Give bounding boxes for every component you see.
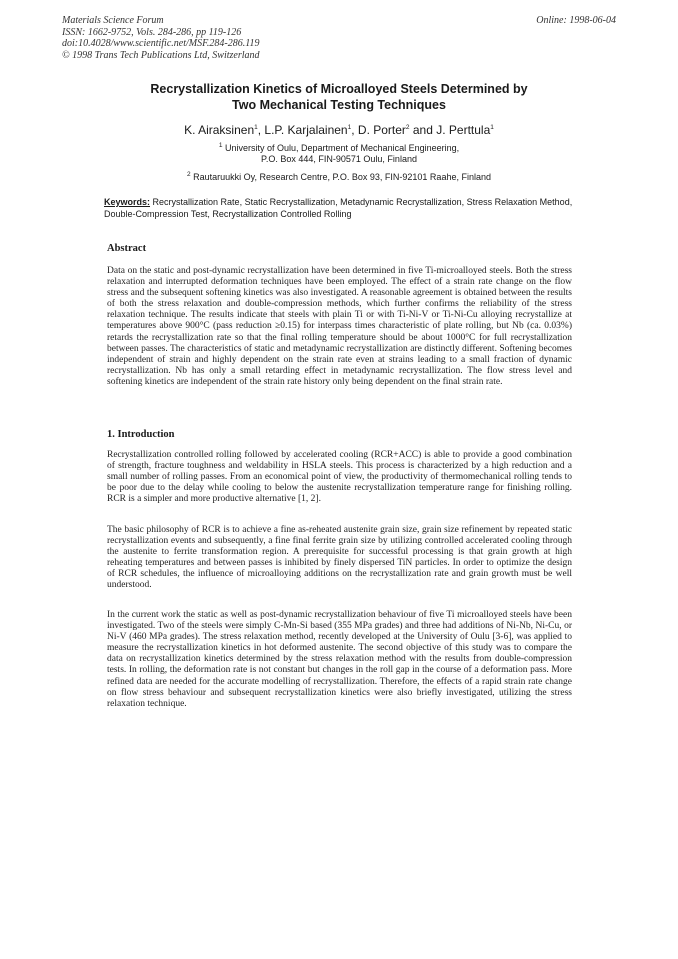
author-separator: , bbox=[351, 123, 358, 137]
online-date: Online: 1998-06-04 bbox=[536, 15, 616, 26]
introduction-paragraph: In the current work the static as well as post-dynamic recrystallization behaviour of five Ti microalloyed steels have been investigated. Two of the steels were simply C-Mn-Si based (355 MPa grades) and three had additions of Ni-Nb, Ni-Cu, or Ni-V (460 MPa grades). The stress relaxation method, recently developed at the University of Oulu [3-6], was applied to measure the recrystallization kinetics in hot deformed austenite. The second objective of this study was to compare the data on recrystallization kinetics determined by the stress relaxation method with the results from double-compression tests. In rolling, the deformation rate is not constant but changes in the roll gap in the course of a deformation pass. More refined data are needed for the accurate modelling of recrystallization. Therefore, the effects of a rapid strain rate change on flow stress behaviour and subsequent recrystallization kinetics were also briefly investigated, utilizing the stress relaxation technique. bbox=[107, 610, 572, 709]
author-name: J. Perttula bbox=[436, 123, 491, 137]
affiliation-number: 1 bbox=[218, 142, 223, 149]
author-name: L.P. Karjalainen bbox=[264, 123, 348, 137]
keywords-label: Keywords: bbox=[104, 197, 151, 207]
abstract-heading: Abstract bbox=[107, 243, 147, 254]
author-affiliation-mark: 2 bbox=[405, 124, 410, 131]
author-affiliation-mark: 1 bbox=[254, 124, 258, 131]
affiliation-line: Rautaruukki Oy, Research Centre, P.O. Box 93, FIN-92101 Raahe, Finland bbox=[193, 172, 491, 182]
abstract-text: Data on the static and post-dynamic recrystallization have been determined in five Ti-microalloyed steels. Both the stress relaxation and interrupted deformation techniques have been employed. The effect of a strain rate change on the flow stress and the subsequent softening kinetics was also investigated. A reasonable agreement is obtained between the results of both the stress relaxation and double-compression methods, which further confirms the reliability of the stress relaxation technique. The results indicate that steels with plain Ti or with Ti-Ni-V or Ti-Ni-Cu alloying recrystallize at temperatures above 900°C (pass reduction ≥0.15) for interpass times characteristic of plate rolling, but Nb (ca. 0.03%) retards the recrystallization rate so that the final rolling temperature should be about 1000°C for full recrystallization between passes. The characteristics of static and metadynamic recrystallization are distinctly different. Softening becomes independent of strain and highly dependent on the strain rate even at strains leading to a small fraction of dynamic recrystallization. Nb has only a small retarding effect in metadynamic recrystallization. The flow stress level and softening kinetics are independent of the strain rate history only being dependent on the final strain rate. bbox=[107, 266, 572, 387]
title-line-2: Two Mechanical Testing Techniques bbox=[232, 97, 446, 112]
title-line-1: Recrystallization Kinetics of Microalloyed Steels Determined by bbox=[150, 82, 528, 96]
publication-header bbox=[62, 15, 260, 61]
doi-link[interactable]: doi:10.4028/www.scientific.net/MSF.284-286.119 bbox=[62, 38, 260, 49]
introduction-paragraph: The basic philosophy of RCR is to achieve a fine as-reheated austenite grain size, grain size refinement by repeated static recrystallization events and subsequently, a fine final ferrite grain size by utilizing controlled accelerated cooling through the austenite to ferrite transformation region. A prerequisite for successful processing is that grain growth at high reheating temperatures and between passes is inhibited by finely dispersed TiN particles. In order to optimize the design of RCR schedules, the influence of microalloying additions on the recrystallization rate and grain growth must be well understood. bbox=[107, 525, 572, 591]
copyright-line: © 1998 Trans Tech Publications Ltd, Switzerland bbox=[62, 49, 260, 61]
author-separator: and bbox=[409, 123, 437, 137]
issn-line: ISSN: 1662-9752, Vols. 284-286, pp 119-126 bbox=[62, 26, 242, 38]
author-separator: , bbox=[257, 123, 265, 137]
affiliation-number: 2 bbox=[187, 171, 191, 178]
author-list bbox=[60, 123, 618, 137]
affiliation-line: University of Oulu, Department of Mechanical Engineering, bbox=[225, 143, 460, 153]
journal-name: Materials Science Forum bbox=[62, 15, 164, 26]
introduction-paragraph: Recrystallization controlled rolling followed by accelerated cooling (RCR+ACC) is able to provide a good combination of strength, fracture toughness and weldability in HSLA steels. This process is characterized by a high reduction and a small number of rolling passes. From an economical point of view, the productivity of thermomechanical rolling tends to be poor due to the delay while cooling to below the austenite recrystallization temperature range for finishing rolling. RCR is a simpler and more productive alternative [1, 2]. bbox=[107, 450, 572, 505]
author-affiliation-mark: 1 bbox=[490, 124, 494, 131]
paper-title bbox=[90, 82, 588, 113]
affiliation-1 bbox=[60, 143, 618, 165]
keywords-text: Recrystallization Rate, Static Recrystallization, Metadynamic Recrystallization, Stress Relaxation Method, Double-Compression Test, Recrystallization Controlled Rolling bbox=[104, 197, 573, 219]
author-name: D. Porter bbox=[357, 123, 406, 137]
affiliation-2 bbox=[60, 172, 618, 183]
introduction-heading: 1. Introduction bbox=[107, 429, 175, 440]
author-name: K. Airaksinen bbox=[184, 123, 255, 137]
keywords-block bbox=[104, 197, 574, 220]
affiliation-line: P.O. Box 444, FIN-90571 Oulu, Finland bbox=[261, 154, 417, 164]
author-affiliation-mark: 1 bbox=[347, 124, 352, 131]
